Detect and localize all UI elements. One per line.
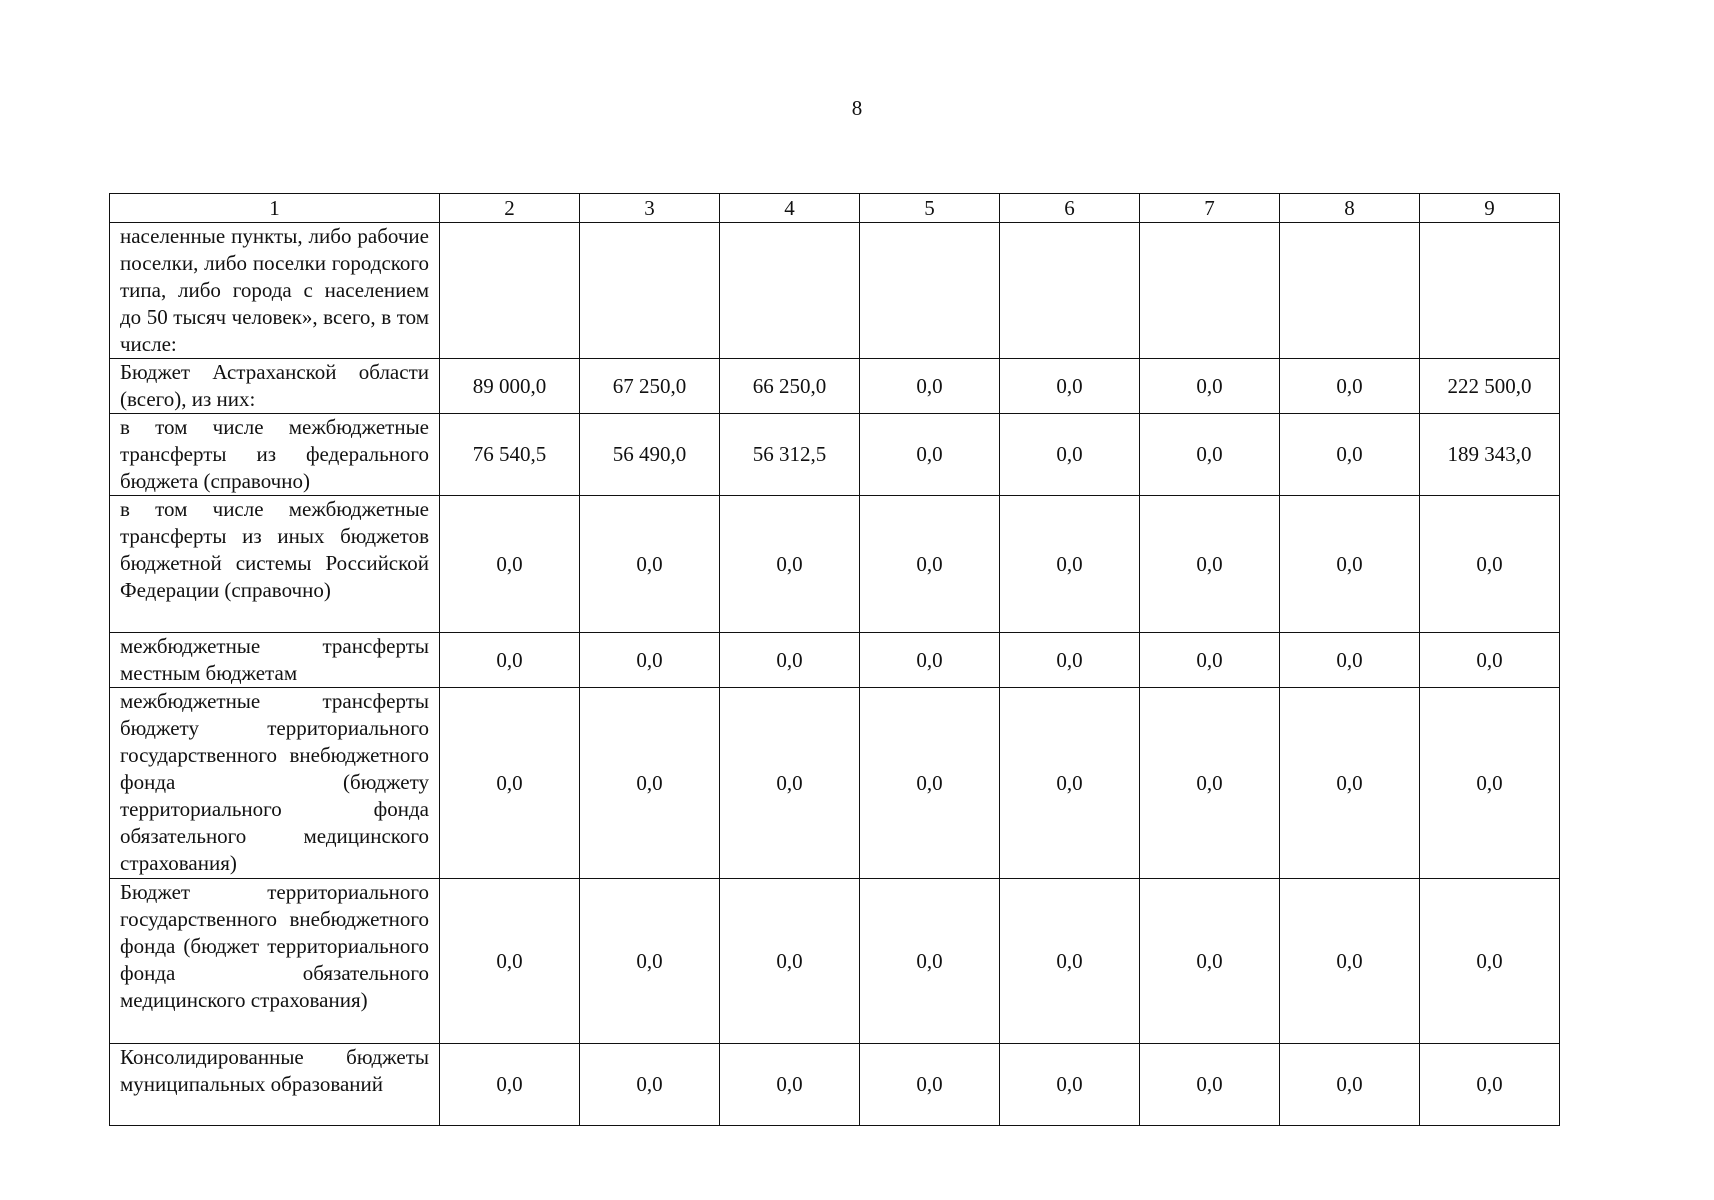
row-label: Бюджет территориального государственного внебюджетного фонда (бюджет территориального фонда обязательного медицинского страхования) — [110, 879, 440, 1044]
table-row — [110, 414, 1560, 496]
cell-value: 0,0 — [1140, 633, 1280, 688]
cell-value: 0,0 — [580, 496, 720, 633]
column-header: 5 — [860, 194, 1000, 223]
cell-value: 0,0 — [1140, 414, 1280, 496]
cell-value: 66 250,0 — [720, 359, 860, 414]
row-label: Консолидированные бюджеты муниципальных образований — [110, 1044, 440, 1126]
column-header: 4 — [720, 194, 860, 223]
cell-value — [1420, 223, 1560, 359]
cell-value: 0,0 — [1000, 1044, 1140, 1126]
cell-value: 0,0 — [720, 1044, 860, 1126]
cell-value — [1140, 223, 1280, 359]
cell-value: 0,0 — [1140, 496, 1280, 633]
cell-value: 0,0 — [860, 359, 1000, 414]
cell-value: 0,0 — [860, 414, 1000, 496]
cell-value: 67 250,0 — [580, 359, 720, 414]
cell-value: 0,0 — [720, 496, 860, 633]
budget-table — [109, 193, 1560, 1126]
cell-value: 189 343,0 — [1420, 414, 1560, 496]
cell-value: 0,0 — [1140, 359, 1280, 414]
cell-value: 0,0 — [580, 879, 720, 1044]
cell-value: 0,0 — [1000, 879, 1140, 1044]
cell-value: 0,0 — [1140, 879, 1280, 1044]
row-label: межбюджетные трансферты бюджету территориального государственного внебюджетного фонда (бюджету территориального фонда обязательного медицинского страхования) — [110, 688, 440, 879]
cell-value — [860, 223, 1000, 359]
cell-value: 0,0 — [1140, 1044, 1280, 1126]
cell-value — [580, 223, 720, 359]
cell-value: 0,0 — [1280, 496, 1420, 633]
cell-value: 0,0 — [580, 688, 720, 879]
cell-value: 0,0 — [860, 879, 1000, 1044]
cell-value: 0,0 — [1000, 414, 1140, 496]
cell-value: 0,0 — [440, 496, 580, 633]
table-row — [110, 1044, 1560, 1126]
table-header-row — [110, 194, 1560, 223]
table-row — [110, 223, 1560, 359]
cell-value: 0,0 — [1420, 633, 1560, 688]
cell-value: 56 490,0 — [580, 414, 720, 496]
cell-value — [440, 223, 580, 359]
cell-value: 89 000,0 — [440, 359, 580, 414]
table-row — [110, 633, 1560, 688]
row-label: межбюджетные трансферты местным бюджетам — [110, 633, 440, 688]
cell-value: 222 500,0 — [1420, 359, 1560, 414]
cell-value: 0,0 — [720, 688, 860, 879]
page-number: 8 — [851, 96, 863, 120]
cell-value: 0,0 — [1000, 496, 1140, 633]
cell-value: 0,0 — [1140, 688, 1280, 879]
cell-value: 0,0 — [1280, 359, 1420, 414]
cell-value: 0,0 — [1000, 688, 1140, 879]
cell-value: 0,0 — [1280, 1044, 1420, 1126]
column-header: 3 — [580, 194, 720, 223]
cell-value: 0,0 — [1280, 414, 1420, 496]
column-header: 2 — [440, 194, 580, 223]
cell-value: 0,0 — [720, 879, 860, 1044]
cell-value: 0,0 — [440, 1044, 580, 1126]
cell-value: 0,0 — [860, 1044, 1000, 1126]
cell-value: 0,0 — [440, 879, 580, 1044]
cell-value: 0,0 — [1000, 359, 1140, 414]
table-row — [110, 688, 1560, 879]
row-label: в том числе межбюджетные трансферты из федерального бюджета (справочно) — [110, 414, 440, 496]
cell-value: 0,0 — [1280, 688, 1420, 879]
table-row — [110, 359, 1560, 414]
cell-value — [720, 223, 860, 359]
row-label: Бюджет Астраханской области (всего), из них: — [110, 359, 440, 414]
column-header: 8 — [1280, 194, 1420, 223]
table-row — [110, 879, 1560, 1044]
cell-value: 76 540,5 — [440, 414, 580, 496]
cell-value: 0,0 — [1280, 633, 1420, 688]
cell-value: 0,0 — [1000, 633, 1140, 688]
cell-value: 0,0 — [720, 633, 860, 688]
cell-value: 0,0 — [860, 633, 1000, 688]
cell-value: 0,0 — [580, 1044, 720, 1126]
cell-value — [1280, 223, 1420, 359]
row-label: населенные пункты, либо рабочие поселки, либо поселки городского типа, либо города с населением до 50 тысяч человек», всего, в том числе: — [110, 223, 440, 359]
column-header: 6 — [1000, 194, 1140, 223]
column-header: 7 — [1140, 194, 1280, 223]
column-header: 9 — [1420, 194, 1560, 223]
cell-value: 0,0 — [1420, 688, 1560, 879]
cell-value: 0,0 — [1420, 496, 1560, 633]
table-row — [110, 496, 1560, 633]
cell-value: 0,0 — [580, 633, 720, 688]
row-label: в том числе межбюджетные трансферты из иных бюджетов бюджетной системы Российской Федерации (справочно) — [110, 496, 440, 633]
cell-value: 0,0 — [1420, 1044, 1560, 1126]
cell-value: 0,0 — [860, 688, 1000, 879]
cell-value: 0,0 — [440, 688, 580, 879]
cell-value: 56 312,5 — [720, 414, 860, 496]
cell-value — [1000, 223, 1140, 359]
cell-value: 0,0 — [1280, 879, 1420, 1044]
column-header: 1 — [110, 194, 440, 223]
cell-value: 0,0 — [1420, 879, 1560, 1044]
cell-value: 0,0 — [440, 633, 580, 688]
cell-value: 0,0 — [860, 496, 1000, 633]
